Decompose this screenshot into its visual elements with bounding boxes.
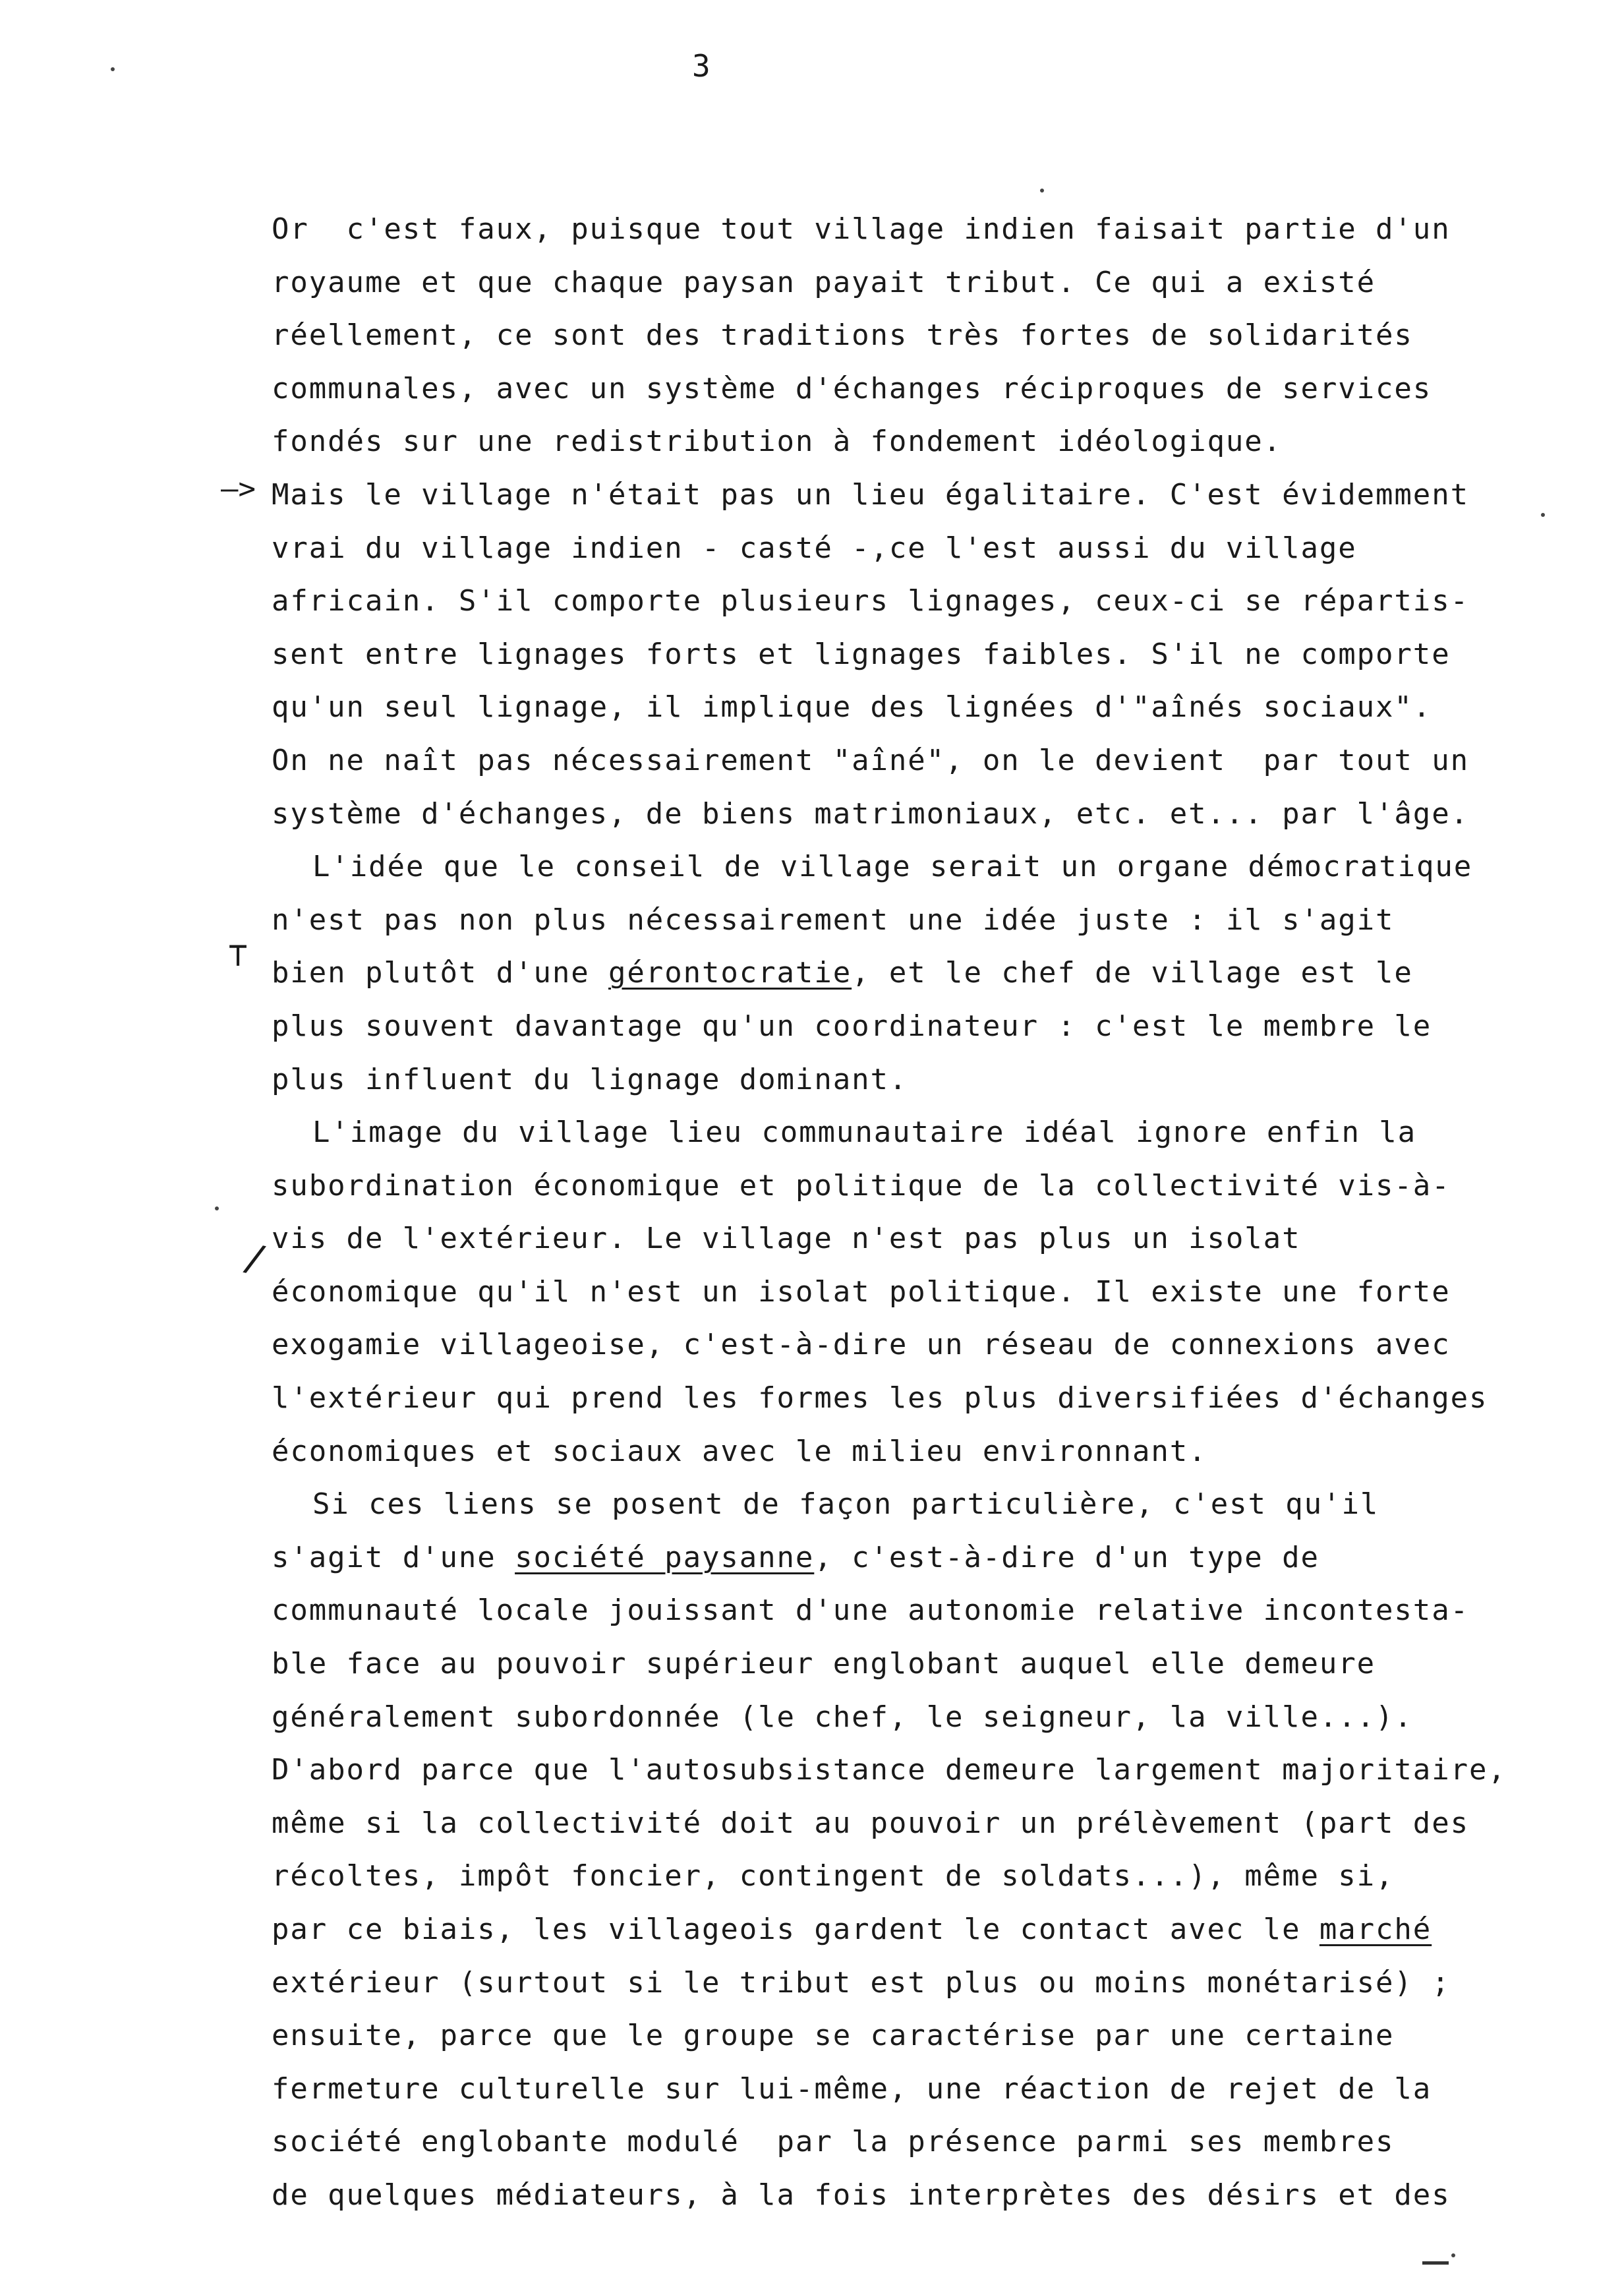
text-segment: Si ces liens se posent de façon particulière, c'est qu'il <box>312 1487 1379 1522</box>
text-segment: sent entre lignages forts et lignages faibles. S'il ne comporte <box>272 637 1451 671</box>
text-segment: société englobante modulé par la présence parmi ses membres <box>272 2125 1395 2159</box>
text-segment: , et le chef de village est le <box>852 956 1413 990</box>
text-segment: par ce biais, les villageois gardent le contact avec le <box>272 1913 1320 1946</box>
text-segment: D'abord parce que l'autosubsistance demeure largement majoritaire, <box>272 1753 1507 1787</box>
text-line <box>272 1957 1550 2010</box>
text-segment: fondés sur une redistribution à fondement idéologique. <box>272 425 1283 459</box>
text-line <box>272 1691 1550 1744</box>
text-segment: plus souvent davantage qu'un coordinateur : c'est le membre le <box>272 1009 1432 1043</box>
text-segment: Or c'est faux, puisque tout village indien faisait partie d'un <box>272 212 1451 246</box>
text-line <box>272 734 1550 788</box>
text-segment: ensuite, parce que le groupe se caractérise par une certaine <box>272 2019 1395 2053</box>
text-segment: extérieur (surtout si le tribut est plus ou moins monétarisé) ; <box>272 1965 1451 2000</box>
scan-speck <box>215 1206 219 1210</box>
text-segment: exogamie villageoise, c'est-à-dire un réseau de connexions avec <box>272 1328 1451 1362</box>
text-segment: On ne naît pas nécessairement "aîné", on le devient par tout un <box>272 743 1469 777</box>
margin-bar-mark: / <box>239 1235 271 1282</box>
text-line <box>272 575 1550 628</box>
text-line <box>272 1531 1550 1585</box>
text-line <box>272 1638 1550 1691</box>
text-line <box>272 256 1550 310</box>
text-segment: communales, avec un système d'échanges réciproques de services <box>272 371 1432 405</box>
text-line <box>272 628 1550 682</box>
text-line <box>272 1266 1550 1319</box>
text-line <box>272 203 1550 256</box>
page-number: 3 <box>692 48 710 84</box>
text-line <box>272 1160 1550 1213</box>
text-line <box>272 788 1550 841</box>
scan-speck <box>1451 2253 1455 2257</box>
scan-dash-mark <box>1422 2261 1449 2265</box>
text-line <box>272 1850 1550 1903</box>
text-line <box>272 2116 1550 2169</box>
text-line <box>272 415 1550 469</box>
text-segment: royaume et que chaque paysan payait tribut. Ce qui a existé <box>272 265 1376 299</box>
text-segment: communauté locale jouissant d'une autonomie relative incontesta- <box>272 1593 1469 1628</box>
text-line <box>272 1478 1550 1531</box>
text-line <box>272 469 1550 522</box>
text-segment: récoltes, impôt foncier, contingent de soldats...), même si, <box>272 1859 1395 1893</box>
text-line <box>272 1106 1550 1160</box>
scan-speck <box>111 67 115 71</box>
text-line <box>272 1319 1550 1372</box>
text-segment: réellement, ce sont des traditions très fortes de solidarités <box>272 318 1413 353</box>
text-line <box>272 841 1550 894</box>
body-text <box>272 203 1550 2222</box>
text-segment: , c'est-à-dire d'un type de <box>814 1540 1320 1574</box>
text-segment: fermeture culturelle sur lui-même, une réaction de rejet de la <box>272 2071 1432 2106</box>
text-segment: bien plutôt d'une <box>272 956 609 990</box>
text-segment: plus influent du lignage dominant. <box>272 1062 908 1096</box>
text-line <box>272 1903 1550 1957</box>
text-segment: économique qu'il n'est un isolat politique. Il existe une forte <box>272 1274 1451 1309</box>
text-segment: ble face au pouvoir supérieur englobant auquel elle demeure <box>272 1647 1376 1681</box>
text-segment: économiques et sociaux avec le milieu environnant. <box>272 1434 1207 1468</box>
text-segment: L'idée que le conseil de village serait un organe démocratique <box>312 850 1473 884</box>
text-segment: subordination économique et politique de la collectivité vis-à- <box>272 1168 1451 1203</box>
text-line <box>272 1744 1550 1797</box>
text-line <box>272 681 1550 734</box>
text-segment: Mais le village n'était pas un lieu égalitaire. C'est évidemment <box>272 477 1469 512</box>
text-segment: même si la collectivité doit au pouvoir un prélèvement (part des <box>272 1806 1469 1840</box>
text-line <box>272 1212 1550 1266</box>
text-segment: vis de l'extérieur. Le village n'est pas plus un isolat <box>272 1222 1301 1256</box>
text-line <box>272 363 1550 416</box>
text-segment: système d'échanges, de biens matrimoniaux, etc. et... par l'âge. <box>272 796 1469 831</box>
text-line <box>272 2009 1550 2063</box>
text-segment: généralement subordonnée (le chef, le seigneur, la ville...). <box>272 1700 1413 1734</box>
text-line <box>272 1797 1550 1851</box>
text-line <box>272 1425 1550 1479</box>
text-segment: vrai du village indien - casté -,ce l'est aussi du village <box>272 531 1357 565</box>
margin-tee-mark: ⊤ <box>228 936 248 974</box>
text-line <box>272 2169 1550 2222</box>
text-line <box>272 309 1550 363</box>
text-line <box>272 894 1550 947</box>
text-segment: qu'un seul lignage, il implique des lignées d'"aînés sociaux". <box>272 690 1432 725</box>
underlined-term: société paysanne <box>515 1540 815 1574</box>
text-segment: s'agit d'une <box>272 1540 515 1574</box>
text-line <box>272 1054 1550 1107</box>
scan-speck <box>1040 189 1044 193</box>
text-line <box>272 522 1550 576</box>
underlined-term: marché <box>1319 1913 1432 1946</box>
text-segment: n'est pas non plus nécessairement une idée juste : il s'agit <box>272 903 1395 937</box>
text-line <box>272 1584 1550 1638</box>
text-line <box>272 2063 1550 2116</box>
underlined-term: gérontocratie <box>608 956 852 990</box>
text-line <box>272 1000 1550 1054</box>
text-segment: l'extérieur qui prend les formes les plus diversifiées d'échanges <box>272 1381 1488 1415</box>
text-segment: africain. S'il comporte plusieurs lignages, ceux-ci se répartis- <box>272 584 1469 618</box>
text-segment: de quelques médiateurs, à la fois interprètes des désirs et des <box>272 2178 1451 2212</box>
text-line <box>272 1372 1550 1425</box>
text-segment: L'image du village lieu communautaire idéal ignore enfin la <box>312 1115 1417 1150</box>
text-line <box>272 947 1550 1000</box>
margin-arrow-mark: —> <box>221 472 256 506</box>
